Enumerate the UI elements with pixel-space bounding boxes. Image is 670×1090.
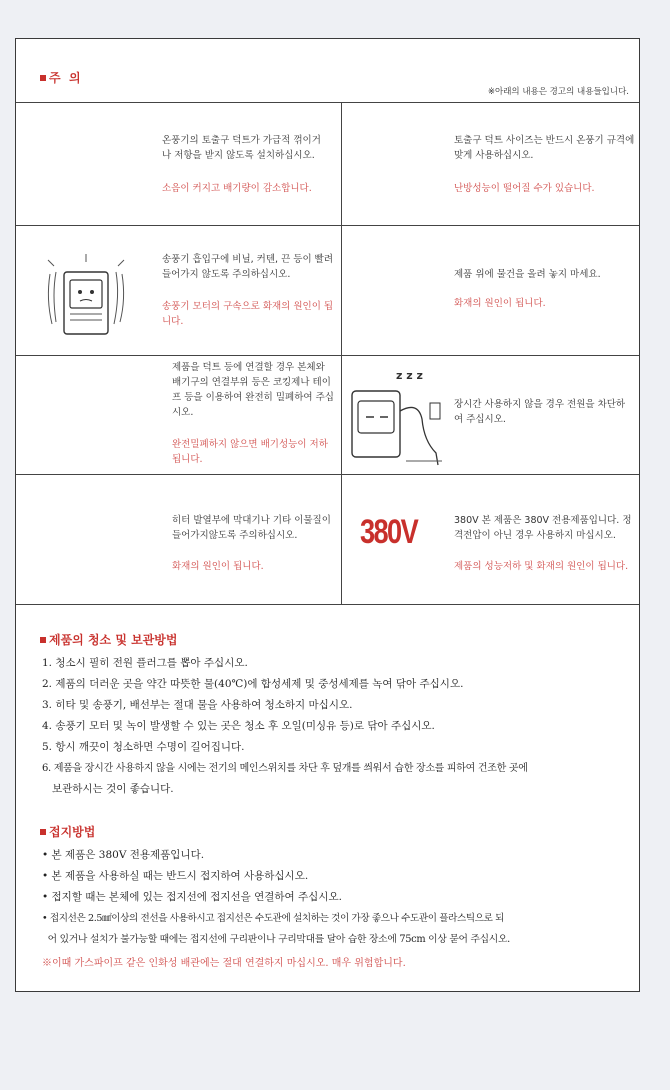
grid-line (16, 355, 639, 356)
list-item: 5. 항시 깨끗이 청소하면 수명이 길어집니다. (42, 741, 245, 753)
caution-cell-1-warning: 소음이 커지고 배기량이 감소합니다. (162, 183, 312, 194)
list-item: 어 있거나 설치가 불가능할 때에는 접지선에 구리판이나 구리막대를 달아 습한 장소에 75cm 이상 묻어 주십시오. (42, 934, 510, 945)
voltage-380v-badge: 380V (360, 513, 418, 551)
caution-cell-5-text: 제품을 덕트 등에 연결할 경우 본체와 배기구의 연결부위 등은 코킹제나 테이프 등을 이용하여 완전히 밀폐하여 주십시오. (172, 362, 334, 418)
bullet-square-icon (40, 75, 46, 81)
grid-line (16, 225, 639, 226)
grid-line (16, 474, 639, 475)
caution-cell-1-text: 온풍기의 토출구 덕트가 가급적 꺾이거 나 저항을 받지 않도록 설치하십시오. (162, 135, 321, 161)
grid-line (16, 102, 639, 103)
caution-cell-8-text: 380V 본 제품은 380V 전용제품입니다. 정격전압이 아닌 경우 사용하지 마십시오. (454, 515, 632, 541)
list-item: 2. 제품의 더러운 곳을 약간 따뜻한 물(40℃)에 합성세제 및 중성세제를 녹여 닦아 주십시오. (42, 678, 464, 690)
list-item: 6. 제품을 장시간 사용하지 않을 시에는 전기의 메인스위치를 차단 후 덮개를 씌워서 습한 장소를 피하여 건조한 곳에 (42, 763, 528, 774)
caution-heading (40, 69, 81, 86)
grounding-list (42, 845, 510, 950)
caution-cell-2-text: 토출구 덕트 사이즈는 반드시 온풍기 규격에 맞게 사용하십시오. (454, 135, 635, 161)
heater-sleeping-illustration-icon (346, 361, 448, 471)
caution-cell-7-text: 히터 발열부에 막대기나 기타 이물질이 들어가지않도록 주의하십시오. (172, 515, 331, 541)
list-item: • 접지할 때는 본체에 있는 접지선에 접지선을 연결하여 주십시오. (42, 891, 342, 903)
list-item: • 본 제품은 380V 전용제품입니다. (42, 849, 205, 861)
caution-cell-7-warning: 화재의 원인이 됩니다. (172, 561, 264, 572)
list-item: 1. 청소시 필히 전원 플러그를 뽑아 주십시오. (42, 657, 248, 669)
cleaning-title: 제품의 청소 및 보관방법 (49, 633, 178, 647)
bullet-square-icon (40, 637, 46, 643)
grid-line (16, 604, 639, 605)
cleaning-heading (40, 631, 177, 648)
caution-cell-3-text: 송풍기 흡입구에 비닐, 커텐, 끈 등이 빨려 들어가지 않도록 주의하십시오. (162, 254, 333, 280)
caution-cell-4-warning: 화재의 원인이 됩니다. (454, 298, 546, 309)
list-item: 4. 송풍기 모터 및 녹이 발생할 수 있는 곳은 청소 후 오일(미싱유 등)로 닦아 주십시오. (42, 720, 435, 732)
caution-cell-3-warning: 송풍기 모터의 구속으로 화재의 원인이 됩니다. (162, 301, 334, 327)
cleaning-list (42, 653, 528, 800)
svg-text:z z z: z z z (396, 369, 423, 382)
list-item: 3. 히타 및 송풍기, 배선부는 절대 물을 사용하여 청소하지 마십시오. (42, 699, 353, 711)
caution-note: ※아래의 내용은 경고의 내용들입니다. (487, 87, 629, 97)
grid-divider (341, 102, 342, 604)
grounding-heading (40, 823, 95, 840)
bullet-square-icon (40, 829, 46, 835)
list-item: • 본 제품을 사용하실 때는 반드시 접지하여 사용하십시오. (42, 870, 309, 882)
caution-cell-2-warning: 난방성능이 떨어질 수가 있습니다. (454, 183, 595, 194)
caution-cell-8-warning: 제품의 성능저하 및 화재의 원인이 됩니다. (454, 561, 629, 572)
grounding-warning: ※이때 가스파이프 같은 인화성 배관에는 절대 연결하지 마십시오. 매우 위험합니다. (42, 958, 406, 969)
caution-title: 주 의 (49, 71, 81, 85)
instruction-sheet (15, 38, 640, 992)
list-item: • 접지선은 2.5㎟이상의 전선을 사용하시고 접지선은 수도관에 설치하는 것이 가장 좋으나 수도관이 플라스틱으로 되 (42, 913, 504, 924)
caution-cell-6-text: 장시간 사용하지 않을 경우 전원을 차단하여 주십시오. (454, 399, 626, 425)
grounding-title: 접지방법 (49, 825, 96, 839)
list-item: 보관하시는 것이 좋습니다. (42, 783, 174, 795)
caution-cell-4-text: 제품 위에 물건을 올려 놓지 마세요. (454, 269, 601, 280)
heater-curtain-illustration-icon (40, 244, 132, 344)
caution-cell-5-warning: 완전밀폐하지 않으면 배기성능이 저하됩니다. (172, 439, 328, 465)
